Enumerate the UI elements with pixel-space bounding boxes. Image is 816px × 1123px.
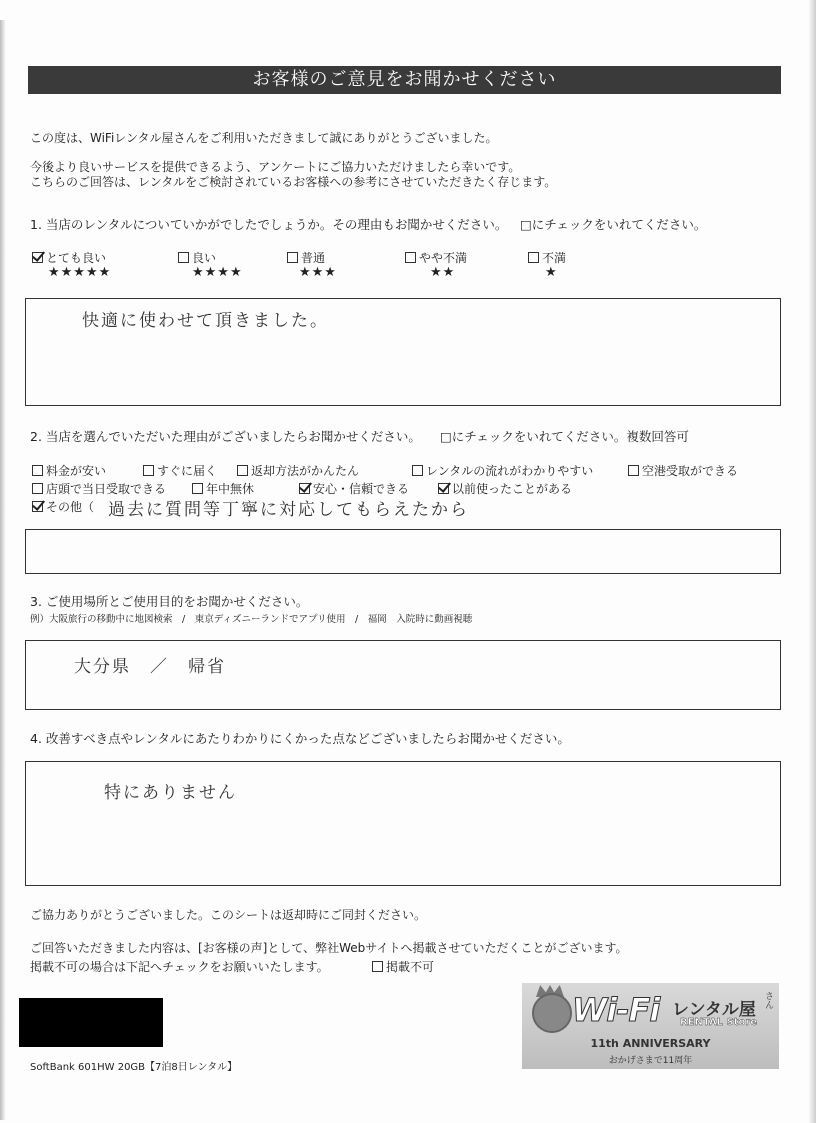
checkbox[interactable] — [192, 483, 203, 494]
rating-stars-4: ★★★★ — [192, 265, 243, 280]
logo-english-name: RENTAL Store — [680, 1017, 758, 1028]
q2-hint: □にチェックをいれてください。複数回答可 — [440, 429, 689, 444]
checkbox[interactable] — [528, 252, 539, 263]
q1-hint: □にチェックをいれてください。 — [520, 217, 707, 232]
scan-edge-left — [0, 20, 6, 1120]
option-label: 普通 — [301, 251, 326, 265]
rating-stars-1: ★ — [545, 265, 558, 280]
footer-thanks: ご協力ありがとうございました。このシートは返却時にご同封ください。 — [30, 908, 427, 922]
option-label: 掲載不可 — [386, 960, 435, 974]
checkbox[interactable] — [237, 465, 248, 476]
option-label: 年中無休 — [206, 482, 255, 496]
q2-option-airport-pickup[interactable] — [628, 462, 738, 479]
q3-question: 3. ご使用場所とご使用目的をお聞かせください。 — [30, 594, 309, 609]
optout-checkbox-option[interactable] — [372, 958, 434, 975]
checkbox-checked[interactable] — [32, 252, 43, 263]
rating-stars-2: ★★ — [430, 265, 456, 280]
logo-wifi-text: Wi-Fi — [572, 991, 660, 1029]
q2-answer-box[interactable] — [25, 529, 781, 574]
q1-option-dissatisfied[interactable] — [528, 249, 566, 266]
option-label: レンタルの流れがわかりやすい — [426, 464, 594, 478]
option-label: すぐに届く — [157, 464, 218, 478]
q1-option-average[interactable] — [287, 249, 325, 266]
q1-option-good[interactable] — [178, 249, 216, 266]
intro-line-1: この度は、WiFiレンタル屋さんをご利用いただきまして誠にありがとうございました。 — [30, 131, 498, 145]
option-label: 料金が安い — [46, 464, 107, 478]
option-label: 良い — [192, 251, 217, 265]
q2-option-clear-flow[interactable] — [412, 462, 593, 479]
logo-japanese-name: レンタル屋 — [672, 1000, 756, 1020]
checkbox-checked[interactable] — [32, 501, 43, 512]
q3-handwritten-answer: 大分県 ／ 帰省 — [74, 657, 226, 677]
brand-logo — [522, 983, 779, 1069]
device-info: SoftBank 601HW 20GB【7泊8日レンタル】 — [30, 1062, 238, 1073]
q4-handwritten-answer: 特にありません — [104, 783, 237, 803]
q2-option-fast-delivery[interactable] — [143, 462, 217, 479]
checkbox[interactable] — [372, 961, 383, 972]
footer-publish-notice: ご回答いただきました内容は、[お客様の声]として、弊社Webサイトへ掲載させていただくことがございます。 — [30, 941, 628, 955]
q2-question: 2. 当店を選んでいただいた理由がございましたらお聞かせください。 — [30, 429, 421, 444]
checkbox[interactable] — [412, 465, 423, 476]
checkbox[interactable] — [628, 465, 639, 476]
footer-optout-instruction: 掲載不可の場合は下記へチェックをお願いいたします。 — [30, 960, 329, 974]
q1-handwritten-answer: 快適に使わせて頂きました。 — [82, 311, 329, 331]
checkbox[interactable] — [143, 465, 154, 476]
option-label: 安心・信頼できる — [313, 482, 410, 496]
q1-question: 1. 当店のレンタルについていかがでしたでしょうか。その理由もお聞かせください。 — [30, 217, 508, 232]
checkbox[interactable] — [32, 465, 43, 476]
checkbox[interactable] — [287, 252, 298, 263]
option-label: 不満 — [542, 251, 567, 265]
logo-subtitle: おかげさまで11周年 — [608, 1056, 693, 1066]
logo-san: さん — [763, 991, 773, 1009]
scan-edge-right — [808, 0, 816, 1123]
q1-option-somewhat-dissatisfied[interactable] — [405, 249, 467, 266]
checkbox-checked[interactable] — [299, 483, 310, 494]
page-title: お客様のご意見をお聞かせください — [28, 66, 781, 94]
intro-line-3: こちらのご回答は、レンタルをご検討されているお客様への参考にさせていただきたく存じます。 — [30, 175, 557, 189]
option-label: 返却方法がかんたん — [251, 464, 360, 478]
mascot-icon — [532, 993, 572, 1033]
q4-question: 4. 改善すべき点やレンタルにあたりわかりにくかった点などございましたらお聞かせください。 — [30, 731, 570, 746]
checkbox-checked[interactable] — [438, 483, 449, 494]
option-label: その他（ — [46, 500, 95, 514]
rating-stars-5: ★★★★★ — [48, 265, 112, 280]
option-label: 以前使ったことがある — [452, 482, 573, 496]
checkbox[interactable] — [405, 252, 416, 263]
q2-option-cheap[interactable] — [32, 462, 106, 479]
option-label: 店頭で当日受取できる — [46, 482, 167, 496]
checkbox[interactable] — [178, 252, 189, 263]
checkbox[interactable] — [32, 483, 43, 494]
q1-option-very-good[interactable] — [32, 249, 106, 266]
q3-example: 例）大阪旅行の移動中に地図検索 / 東京ディズニーランドでアプリ使用 / 福岡 入院時に動画視聴 — [30, 614, 473, 625]
intro-line-2: 今後より良いサービスを提供できるよう、アンケートにご協力いただけましたら幸いです。 — [30, 160, 521, 174]
option-label: やや不満 — [419, 251, 468, 265]
logo-anniversary: 11th ANNIVERSARY — [590, 1037, 711, 1050]
q2-option-easy-return[interactable] — [237, 462, 359, 479]
rating-stars-3: ★★★ — [299, 265, 337, 280]
option-label: とても良い — [46, 251, 107, 265]
q2-other-handwritten: 過去に質問等丁寧に対応してもらえたから — [108, 500, 469, 520]
q2-option-other[interactable] — [32, 498, 94, 515]
option-label: 空港受取ができる — [642, 464, 739, 478]
redacted-block — [19, 998, 163, 1047]
